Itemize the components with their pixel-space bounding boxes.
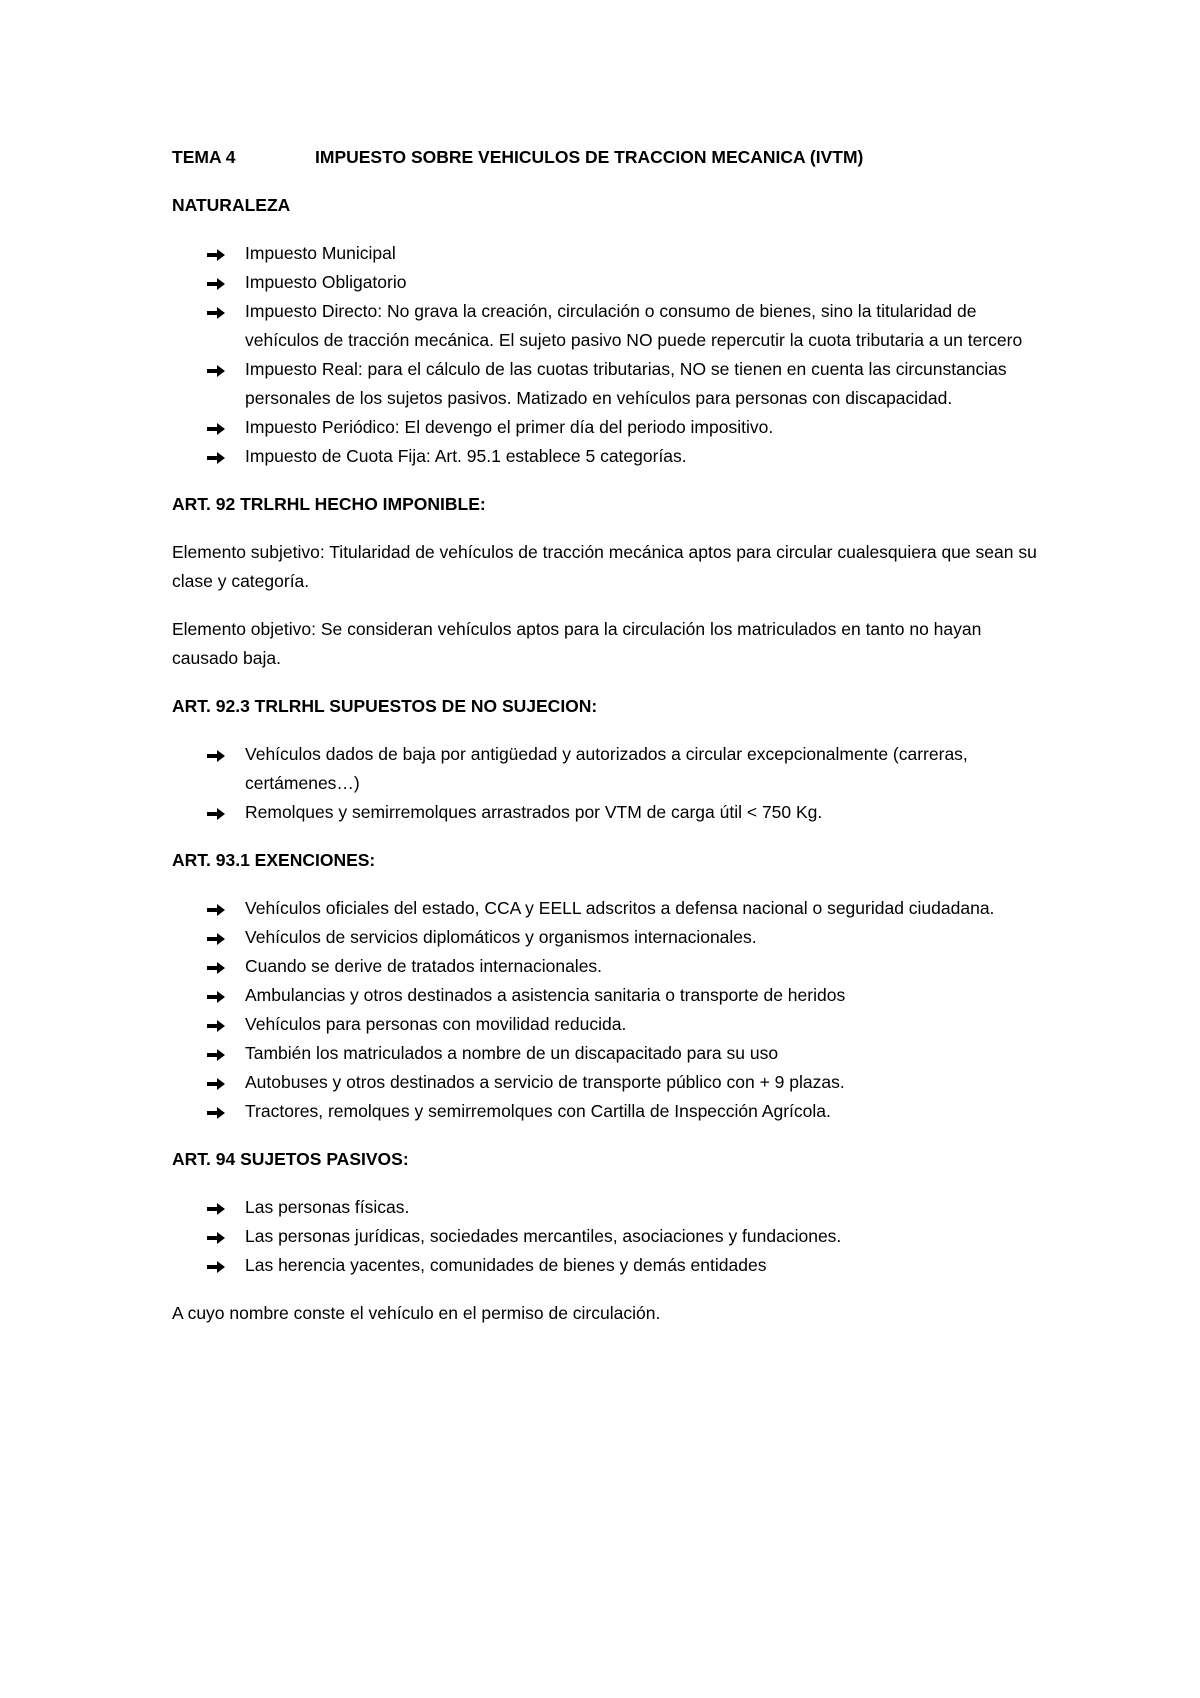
list-item [172,268,1052,297]
right-arrow-icon [206,798,228,827]
list-item-text: Tractores, remolques y semirremolques con Cartilla de Inspección Agrícola. [245,1101,831,1121]
list-item-text: También los matriculados a nombre de un discapacitado para su uso [245,1043,779,1063]
no-sujecion-heading: ART. 92.3 TRLRHL SUPUESTOS DE NO SUJECION: [172,696,598,716]
elemento-objetivo-paragraph: Elemento objetivo: Se consideran vehículos aptos para la circulación los matriculados en tanto no hayan causado baja. [172,619,982,668]
right-arrow-icon [206,1039,228,1068]
right-arrow-icon [206,1097,228,1126]
right-arrow-icon [206,268,228,297]
document-title: IMPUESTO SOBRE VEHICULOS DE TRACCION MECANICA (IVTM) [315,147,864,167]
sujetos-pasivos-list [172,1193,1052,1280]
closing-paragraph: A cuyo nombre conste el vehículo en el permiso de circulación. [172,1303,661,1323]
list-item-text: Ambulancias y otros destinados a asistencia sanitaria o transporte de heridos [245,985,846,1005]
list-item [172,1039,1052,1068]
list-item-text: Impuesto Obligatorio [245,272,407,292]
list-item [172,1222,1052,1251]
list-item-text: Impuesto Real: para el cálculo de las cuotas tributarias, NO se tienen en cuenta las circunstancias personales de los sujetos pasivos. Matizado en vehículos para personas con discapacidad. [245,359,1007,408]
naturaleza-heading: NATURALEZA [172,195,291,215]
right-arrow-icon [206,952,228,981]
right-arrow-icon [206,981,228,1010]
list-item-text: Impuesto Municipal [245,243,396,263]
list-item [172,798,1052,827]
list-item [172,1251,1052,1280]
list-item [172,1193,1052,1222]
list-item [172,1068,1052,1097]
list-item [172,355,1052,413]
right-arrow-icon [206,297,228,326]
list-item [172,442,1052,471]
right-arrow-icon [206,355,228,384]
list-item [172,1097,1052,1126]
list-item-text: Las personas físicas. [245,1197,410,1217]
list-item [172,1010,1052,1039]
elemento-subjetivo-paragraph: Elemento subjetivo: Titularidad de vehículos de tracción mecánica aptos para circular cualesquiera que sean su clase y categoría. [172,542,1037,591]
exenciones-heading: ART. 93.1 EXENCIONES: [172,850,376,870]
right-arrow-icon [206,894,228,923]
list-item-text: Vehículos dados de baja por antigüedad y autorizados a circular excepcionalmente (carreras, certámenes…) [245,744,968,793]
list-item-text: Vehículos para personas con movilidad reducida. [245,1014,627,1034]
list-item-text: Impuesto Periódico: El devengo el primer día del periodo impositivo. [245,417,774,437]
list-item-text: Impuesto de Cuota Fija: Art. 95.1 establece 5 categorías. [245,446,687,466]
list-item-text: Cuando se derive de tratados internacionales. [245,956,603,976]
right-arrow-icon [206,923,228,952]
list-item-text: Autobuses y otros destinados a servicio de transporte público con + 9 plazas. [245,1072,845,1092]
no-sujecion-list [172,740,1052,827]
list-item [172,297,1052,355]
list-item [172,413,1052,442]
list-item-text: Vehículos oficiales del estado, CCA y EELL adscritos a defensa nacional o seguridad ciudadana. [245,898,995,918]
right-arrow-icon [206,1222,228,1251]
list-item-text: Impuesto Directo: No grava la creación, circulación o consumo de bienes, sino la titularidad de vehículos de tracción mecánica. El sujeto pasivo NO puede repercutir la cuota tributaria a un tercero [245,301,1023,350]
right-arrow-icon [206,740,228,769]
list-item-text: Las herencia yacentes, comunidades de bienes y demás entidades [245,1255,767,1275]
sujetos-pasivos-heading: ART. 94 SUJETOS PASIVOS: [172,1149,409,1169]
hecho-imponible-heading: ART. 92 TRLRHL HECHO IMPONIBLE: [172,494,486,514]
right-arrow-icon [206,413,228,442]
list-item-text: Las personas jurídicas, sociedades mercantiles, asociaciones y fundaciones. [245,1226,842,1246]
list-item [172,239,1052,268]
list-item [172,894,1052,923]
list-item [172,923,1052,952]
right-arrow-icon [206,1068,228,1097]
document-header [172,143,1052,172]
list-item-text: Vehículos de servicios diplomáticos y organismos internacionales. [245,927,757,947]
naturaleza-list [172,239,1052,471]
list-item [172,740,1052,798]
document-page [172,143,1052,1347]
right-arrow-icon [206,442,228,471]
tema-number: TEMA 4 [172,147,236,167]
list-item-text: Remolques y semirremolques arrastrados por VTM de carga útil < 750 Kg. [245,802,823,822]
right-arrow-icon [206,1193,228,1222]
list-item [172,981,1052,1010]
right-arrow-icon [206,1251,228,1280]
list-item [172,952,1052,981]
right-arrow-icon [206,239,228,268]
exenciones-list [172,894,1052,1126]
right-arrow-icon [206,1010,228,1039]
